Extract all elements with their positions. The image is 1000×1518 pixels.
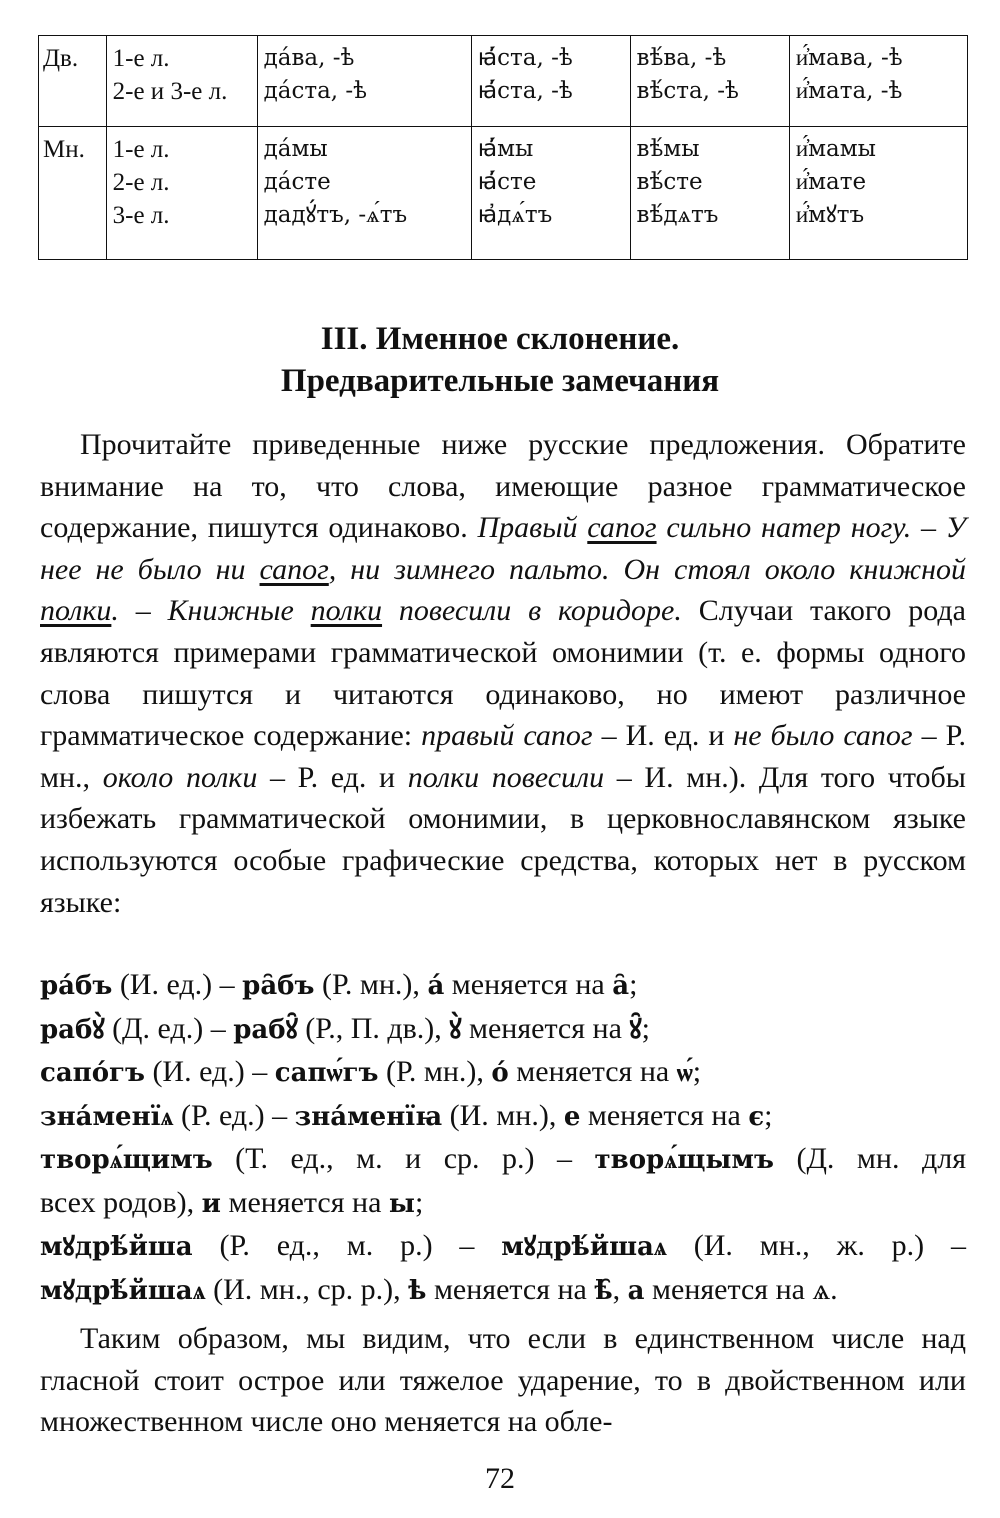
paragraph-conclusion: Таким образом, мы видим, что если в единственном числе над гласной стоит острое или тяжелое ударение, то в двойственном или множественном числе оно меняется на обле- — [40, 1322, 966, 1439]
examples-list — [40, 964, 966, 1312]
section-heading — [0, 318, 1000, 402]
example-line: всех родов), и меняется на ы; — [40, 1185, 424, 1219]
form-cell-dati: да́мы да́сте дадꙋ́тъ, -ѧ́тъ — [257, 127, 471, 260]
example-line: ра́бъ (И. ед.) – ра̑бъ (Р. мн.), а́ меняется на а̑; — [40, 968, 638, 1001]
number-cell: Дв. — [39, 36, 107, 127]
form-cell-imeti: и҆́мава, -ѣ и҆́мата, -ѣ — [789, 36, 967, 127]
form-cell-vedeti: вѣ́ва, -ѣ вѣ́ста, -ѣ — [630, 36, 789, 127]
person-cell: 1-е л. 2-е и 3-е л. — [106, 36, 257, 127]
heading-line-2: Предварительные замечания — [280, 363, 720, 399]
conjugation-table — [38, 35, 968, 260]
example-line: мꙋдрѣ́йшаѧ (И. мн., ср. р.), ѣ меняется на ѣ̑, а меняется на ѧ. — [40, 1272, 838, 1306]
example-line: зна́менїѧ (Р. ед.) – зна́менїꙗ (И. мн.), е меняется на є; — [40, 1098, 773, 1132]
number-cell: Мн. — [39, 127, 107, 260]
form-cell-yasti: ꙗ҆́ста, -ѣ ꙗ҆́ста, -ѣ — [471, 36, 630, 127]
paragraph-intro: Прочитайте приведенные ниже русские предложения. Обратите внимание на то, что слова, имеющие разное грамматическое содержание, пишутся одинаково. Правый сапог сильно натер ногу. – У нее не было ни сапог, ни зимнего пальто. Он стоял около книжной полки. – Книжные полки повесили в коридоре. Случаи такого рода являются примерами грамматической омонимии (т. е. формы одного слова пишутся и читаются одинаково, но имеют различное грамматическое содержание: правый сапог – И. ед. и не было сапог – Р. мн., около полки – Р. ед. и полки повесили – И. мн.). Для того чтобы избежать грамматической омонимии, в церковнославянском языке используются особые графические средства, которых нет в русском языке: — [40, 428, 967, 919]
heading-line-1: III. Именное склонение. — [320, 321, 680, 357]
table-row-plural — [39, 127, 968, 260]
form-cell-vedeti: вѣ́мы вѣ́сте вѣ́дѧтъ — [630, 127, 789, 260]
example-line: творѧ́щимъ (Т. ед., м. и ср. р.) – творѧ́щымъ (Д. мн. для — [40, 1142, 967, 1175]
table-row-dual — [39, 36, 968, 127]
form-cell-imeti: и҆́мамы и҆́мате и҆́мꙋтъ — [789, 127, 967, 260]
example-line: сапо́гъ (И. ед.) – сапѡ́гъ (Р. мн.), о́ меняется на ѡ́; — [40, 1055, 702, 1088]
example-line: мꙋдрѣ́йша (Р. ед., м. р.) – мꙋдрѣ́йшаѧ (И. мн., ж. р.) – — [40, 1229, 966, 1262]
person-cell: 1-е л. 2-е л. 3-е л. — [106, 127, 257, 260]
example-line: рабꙋ̀ (Д. ед.) – рабꙋ̑ (Р., П. дв.), ꙋ̀ меняется на ꙋ̑; — [40, 1011, 650, 1045]
page-number: 72 — [485, 1462, 515, 1495]
form-cell-yasti: ꙗ҆́мы ꙗ҆́сте ꙗ҆дѧ́тъ — [471, 127, 630, 260]
form-cell-dati: да́ва, -ѣ да́ста, -ѣ — [257, 36, 471, 127]
